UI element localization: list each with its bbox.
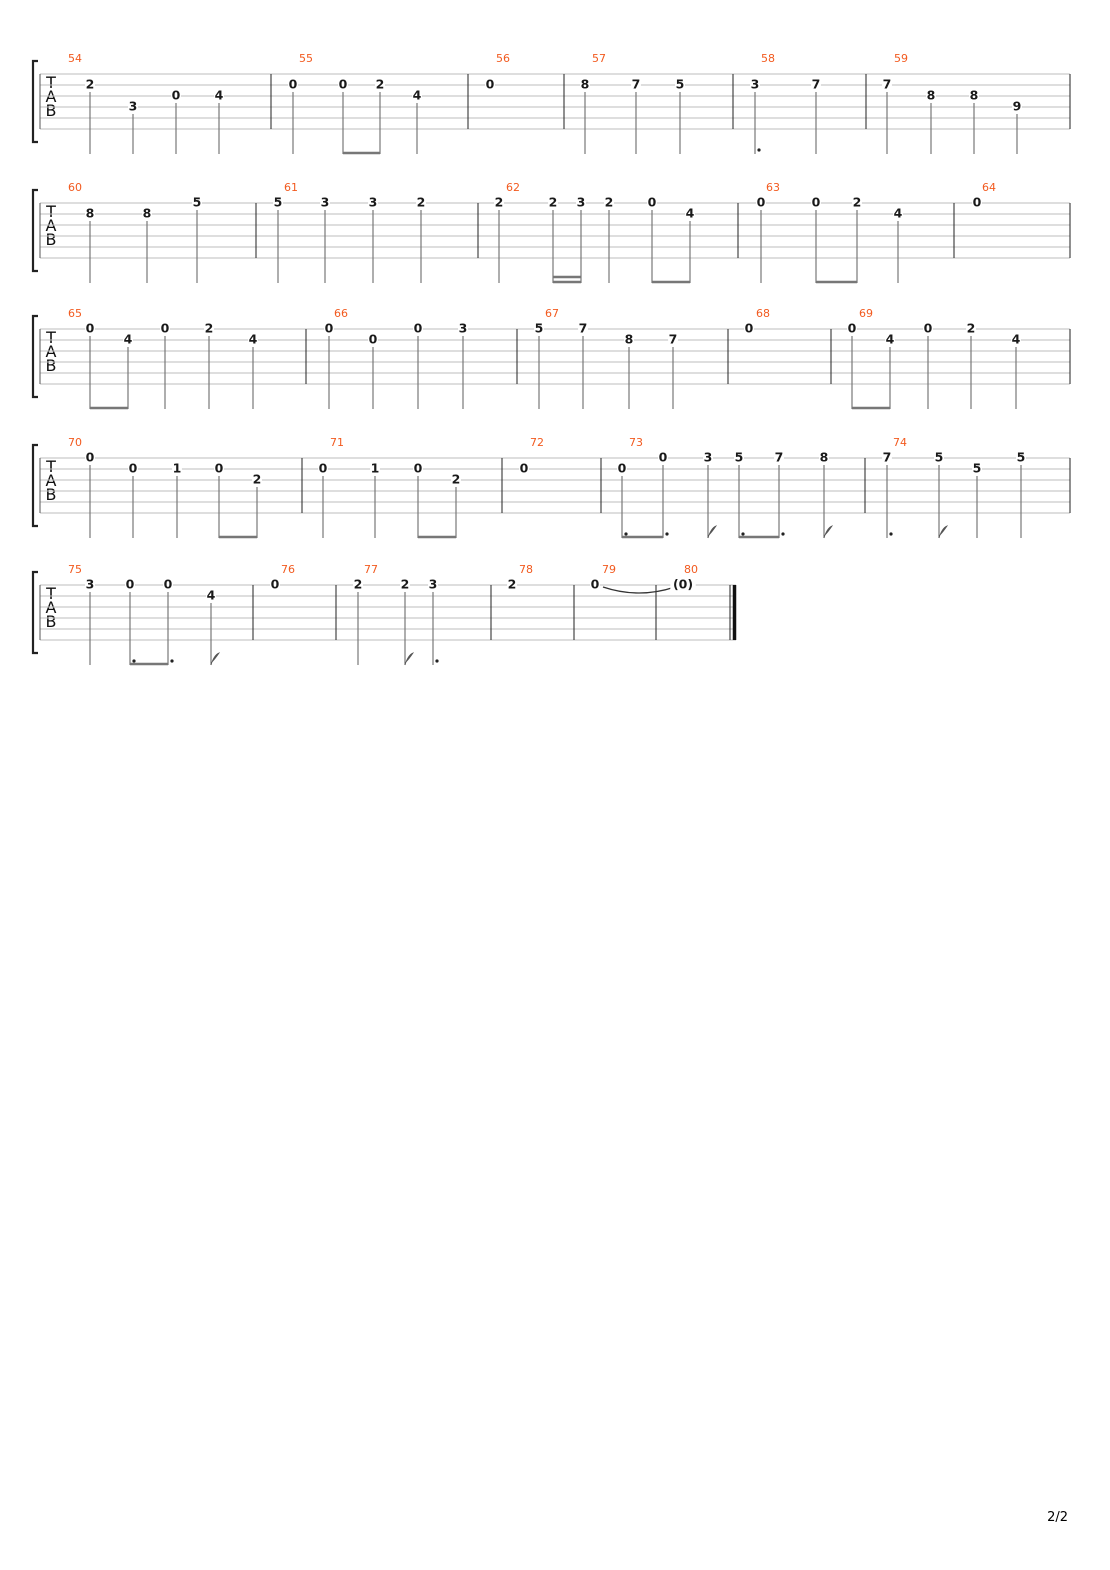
fret-number: 0 <box>519 460 529 476</box>
fret-number: 1 <box>370 460 380 476</box>
measure-number: 80 <box>684 563 698 576</box>
fret-number: 7 <box>578 320 588 336</box>
fret-number: 7 <box>668 331 678 347</box>
fret-number: 0 <box>288 76 298 92</box>
fret-number: 8 <box>580 76 590 92</box>
measure-number: 75 <box>68 563 82 576</box>
augmentation-dot <box>170 659 173 662</box>
note-flag <box>405 653 413 665</box>
measure-number: 57 <box>592 52 606 65</box>
fret-number: 7 <box>811 76 821 92</box>
measure-number: 67 <box>545 307 559 320</box>
fret-number: 8 <box>142 205 152 221</box>
measure-number: 63 <box>766 181 780 194</box>
fret-number: 0 <box>338 76 348 92</box>
fret-number: 4 <box>1011 331 1021 347</box>
tab-clef-letter: T <box>46 457 56 476</box>
fret-number: 0 <box>171 87 181 103</box>
measure-number: 69 <box>859 307 873 320</box>
fret-number: 0 <box>617 460 627 476</box>
fret-number: 0 <box>270 576 280 592</box>
fret-number: 3 <box>428 576 438 592</box>
measure-number: 59 <box>894 52 908 65</box>
fret-number: 5 <box>734 449 744 465</box>
fret-number: 8 <box>819 449 829 465</box>
system-bracket <box>33 190 38 271</box>
tab-clef-letter: B <box>45 485 57 504</box>
fret-number: 2 <box>204 320 214 336</box>
fret-number: 0 <box>214 460 224 476</box>
note-flag <box>708 526 716 538</box>
fret-number: 7 <box>882 449 892 465</box>
fret-number: 0 <box>163 576 173 592</box>
tab-clef-letter: B <box>45 101 57 120</box>
tab-clef-letter: T <box>46 202 56 221</box>
measure-number: 70 <box>68 436 82 449</box>
fret-number: 5 <box>972 460 982 476</box>
augmentation-dot <box>132 659 135 662</box>
fret-number: 2 <box>604 194 614 210</box>
fret-number: 0 <box>811 194 821 210</box>
augmentation-dot <box>889 532 892 535</box>
fret-number: 4 <box>412 87 422 103</box>
fret-number: 7 <box>631 76 641 92</box>
fret-number: 5 <box>273 194 283 210</box>
fret-number: 0 <box>368 331 378 347</box>
fret-number: 4 <box>214 87 224 103</box>
fret-number: 3 <box>458 320 468 336</box>
measure-number: 72 <box>530 436 544 449</box>
system-bracket <box>33 61 38 142</box>
fret-number: 2 <box>375 76 385 92</box>
measure-number: 55 <box>299 52 313 65</box>
system-bracket <box>33 445 38 526</box>
fret-number: 3 <box>85 576 95 592</box>
fret-number: 3 <box>368 194 378 210</box>
tab-clef-letter: A <box>45 598 57 617</box>
fret-number: 5 <box>934 449 944 465</box>
measure-number: 73 <box>629 436 643 449</box>
fret-number: 0 <box>413 460 423 476</box>
measure-number: 65 <box>68 307 82 320</box>
fret-number: 1 <box>172 460 182 476</box>
augmentation-dot <box>757 148 760 151</box>
note-flag <box>211 653 219 665</box>
augmentation-dot <box>781 532 784 535</box>
fret-number: 5 <box>675 76 685 92</box>
measure-number: 64 <box>982 181 996 194</box>
fret-number: 3 <box>750 76 760 92</box>
measure-number: 56 <box>496 52 510 65</box>
fret-number: 0 <box>590 576 600 592</box>
fret-number: 0 <box>324 320 334 336</box>
measure-number: 58 <box>761 52 775 65</box>
fret-number: 4 <box>685 205 695 221</box>
fret-number: 5 <box>192 194 202 210</box>
measure-number: 66 <box>334 307 348 320</box>
fret-number: 2 <box>507 576 517 592</box>
fret-number: 2 <box>548 194 558 210</box>
fret-number: 0 <box>413 320 423 336</box>
measure-number: 62 <box>506 181 520 194</box>
tab-clef-letter: B <box>45 230 57 249</box>
tab-clef-letter: T <box>46 328 56 347</box>
fret-number: 8 <box>85 205 95 221</box>
measure-number: 74 <box>893 436 907 449</box>
fret-number: 4 <box>248 331 258 347</box>
fret-number: 2 <box>494 194 504 210</box>
fret-number: 2 <box>966 320 976 336</box>
tab-clef-letter: A <box>45 87 57 106</box>
tab-clef-letter: T <box>46 584 56 603</box>
fret-number: 8 <box>624 331 634 347</box>
measure-number: 54 <box>68 52 82 65</box>
fret-number: 0 <box>85 449 95 465</box>
fret-number: 2 <box>852 194 862 210</box>
measure-number: 78 <box>519 563 533 576</box>
system-bracket <box>33 572 38 653</box>
fret-number: 4 <box>123 331 133 347</box>
fret-number: 4 <box>893 205 903 221</box>
page-number: 2/2 <box>1047 1510 1068 1525</box>
measure-number: 76 <box>281 563 295 576</box>
fret-number: 9 <box>1012 98 1022 114</box>
fret-number: 5 <box>1016 449 1026 465</box>
augmentation-dot <box>435 659 438 662</box>
fret-number: 0 <box>85 320 95 336</box>
fret-number: 3 <box>320 194 330 210</box>
fret-number: 0 <box>972 194 982 210</box>
measure-number: 61 <box>284 181 298 194</box>
fret-number: 2 <box>85 76 95 92</box>
fret-number: 0 <box>923 320 933 336</box>
fret-number: 0 <box>647 194 657 210</box>
fret-number: 2 <box>252 471 262 487</box>
tab-clef-letter: B <box>45 356 57 375</box>
measure-number: 60 <box>68 181 82 194</box>
note-flag <box>939 526 947 538</box>
fret-number: 5 <box>534 320 544 336</box>
fret-number: 3 <box>576 194 586 210</box>
measure-number: 77 <box>364 563 378 576</box>
note-flag <box>824 526 832 538</box>
fret-number: 2 <box>416 194 426 210</box>
fret-number: 3 <box>128 98 138 114</box>
tab-clef-letter: T <box>46 73 56 92</box>
fret-number: 8 <box>926 87 936 103</box>
fret-number: 0 <box>318 460 328 476</box>
tab-clef-letter: A <box>45 471 57 490</box>
tab-clef-letter: A <box>45 342 57 361</box>
fret-number: 3 <box>703 449 713 465</box>
augmentation-dot <box>741 532 744 535</box>
fret-number: (0) <box>672 576 694 592</box>
fret-number: 7 <box>774 449 784 465</box>
fret-number: 8 <box>969 87 979 103</box>
tab-clef-letter: B <box>45 612 57 631</box>
measure-number: 71 <box>330 436 344 449</box>
fret-number: 0 <box>125 576 135 592</box>
fret-number: 2 <box>353 576 363 592</box>
augmentation-dot <box>665 532 668 535</box>
fret-number: 0 <box>744 320 754 336</box>
augmentation-dot <box>624 532 627 535</box>
fret-number: 7 <box>882 76 892 92</box>
fret-number: 0 <box>847 320 857 336</box>
fret-number: 0 <box>485 76 495 92</box>
fret-number: 0 <box>658 449 668 465</box>
tie-arc <box>603 587 675 593</box>
tab-clef-letter: A <box>45 216 57 235</box>
fret-number: 2 <box>400 576 410 592</box>
fret-number: 0 <box>160 320 170 336</box>
fret-number: 4 <box>885 331 895 347</box>
measure-number: 79 <box>602 563 616 576</box>
fret-number: 4 <box>206 587 216 603</box>
measure-number: 68 <box>756 307 770 320</box>
system-bracket <box>33 316 38 397</box>
fret-number: 2 <box>451 471 461 487</box>
fret-number: 0 <box>756 194 766 210</box>
fret-number: 0 <box>128 460 138 476</box>
